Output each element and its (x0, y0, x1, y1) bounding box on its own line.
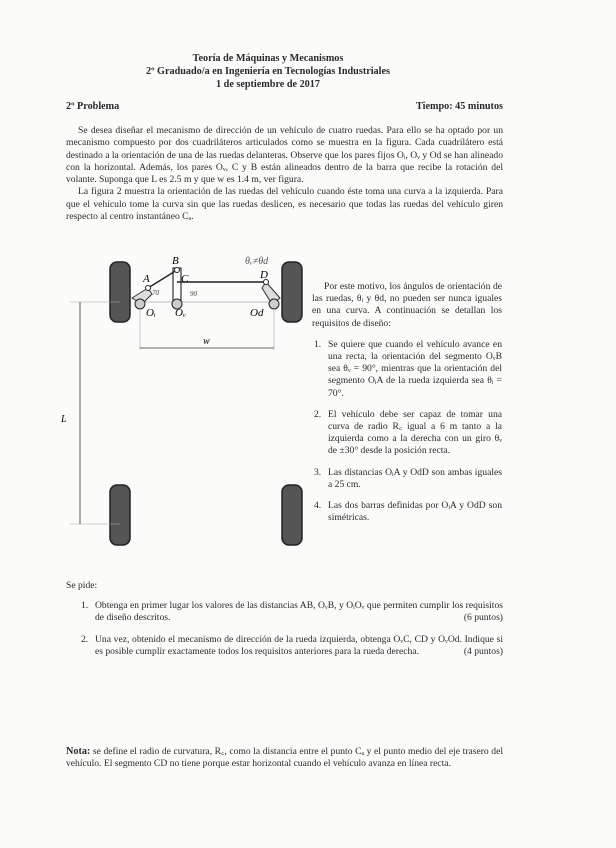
angle-label-90: 90 (190, 290, 197, 298)
note-label: Nota: (66, 746, 91, 757)
label-Oi: Oᵢ (146, 307, 156, 319)
requirement-item: 2. El vehículo debe ser capaz de tomar una curva de radio R꜀ igual a 6 m tanto a la izquierda como a la derecha con un giro θᵥ de ±30° desde la posición recta. (314, 408, 502, 457)
rear-right-wheel (282, 485, 302, 545)
label-B: B (172, 255, 179, 267)
right-column (312, 281, 502, 524)
intro-paragraph: La figura 2 muestra la orientación de las ruedas del vehículo cuando éste toma una curva a la izquierda. Para que el vehículo tome la curva sin que las ruedas deslicen, es necesario que todas las ruedas del vehículo giren respecto al centro instantáneo Cₐ. (66, 186, 503, 223)
course-title: Teoría de Máquinas y Mecanismos (192, 53, 344, 64)
note-text: se define el radio de curvatura, R꜀, como la distancia entre el punto Cₐ y el punto medio del eje trasero del vehículo. El segmento CD no tiene porque estar horizontal cuando el vehículo avanza en línea recta. (66, 746, 503, 770)
label-Ov: Oᵥ (175, 307, 187, 319)
label-L: L (61, 414, 67, 425)
label-A: A (143, 273, 150, 285)
angle-label-70: 70 (152, 289, 159, 297)
rear-left-wheel (110, 485, 130, 545)
exam-date: 1 de septiembre de 2017 (216, 79, 320, 90)
front-right-wheel (282, 262, 302, 322)
intro-paragraph: Se desea diseñar el mecanismo de dirección de un vehículo de cuatro ruedas. Para ello se ha optado por un mecanismo compuesto por dos cuadriláteros articulados como se muestra en la figura. Cada cuadrilátero está destinado a la orientación de una de las ruedas delanteras. Observe que los pares fijos Oᵢ, Oᵥ y Od se han alineado con la horizontal. Además, los pares Oᵥ, C y B están alineados dentro de la barra que recibe la rotación del volante. Suponga que L es 2.5 m y que w es 1.4 m, ver figura. (66, 125, 503, 186)
handwritten-note: θᵥ≠θd (245, 256, 269, 267)
front-left-wheel (110, 262, 130, 322)
label-w: w (203, 336, 210, 347)
label-Od: Od (250, 307, 264, 319)
right-column-intro: Por este motivo, los ángulos de orientación de las ruedas, θᵢ y θd, no pueden ser nunca iguales en una curva. A continuación se detallan los requisitos de diseño: (312, 281, 502, 329)
task-item: 2. Una vez, obtenido el mecanismo de dirección de la rueda izquierda, obtenga OᵥC, CD y OᵥOd. Indique si es posible cumplir exactamente todos los requisitos anteriores para la rueda derecha. (4 puntos) (81, 633, 503, 657)
pivot-Oi (135, 299, 145, 309)
label-C: C (181, 273, 189, 285)
intro-text (66, 125, 503, 223)
problem-number: 2º Problema (66, 101, 120, 112)
task-item: 1. Obtenga en primer lugar los valores de las distancias AB, OᵥB, y OᵢOᵥ que permiten cumplir los requisitos de diseño descritos. (6 puntos) (81, 600, 503, 624)
tasks-heading: Se pide: (66, 580, 98, 591)
requirement-item: 4. Las dos barras definidas por OᵢA y OdD son simétricas. (314, 500, 502, 524)
tasks-list (81, 600, 503, 658)
exam-time: Tiempo: 45 minutos (416, 101, 503, 112)
label-D: D (260, 269, 268, 281)
requirement-item: 1. Se quiere que cuando el vehículo avance en una recta, la orientación del segmento OᵥB sea θᵥ = 90°, mientras que la orientación del segmento OᵢA de la rueda izquierda sea θᵢ = 70°. (314, 338, 502, 399)
pivot-Od (269, 299, 279, 309)
steering-mechanism-figure (60, 250, 310, 550)
note (66, 746, 503, 771)
degree-title: 2º Graduado/a en Ingeniería en Tecnologías Industriales (146, 66, 390, 77)
requirement-item: 3. Las distancias OᵢA y OdD son ambas iguales a 25 cm. (314, 466, 502, 490)
